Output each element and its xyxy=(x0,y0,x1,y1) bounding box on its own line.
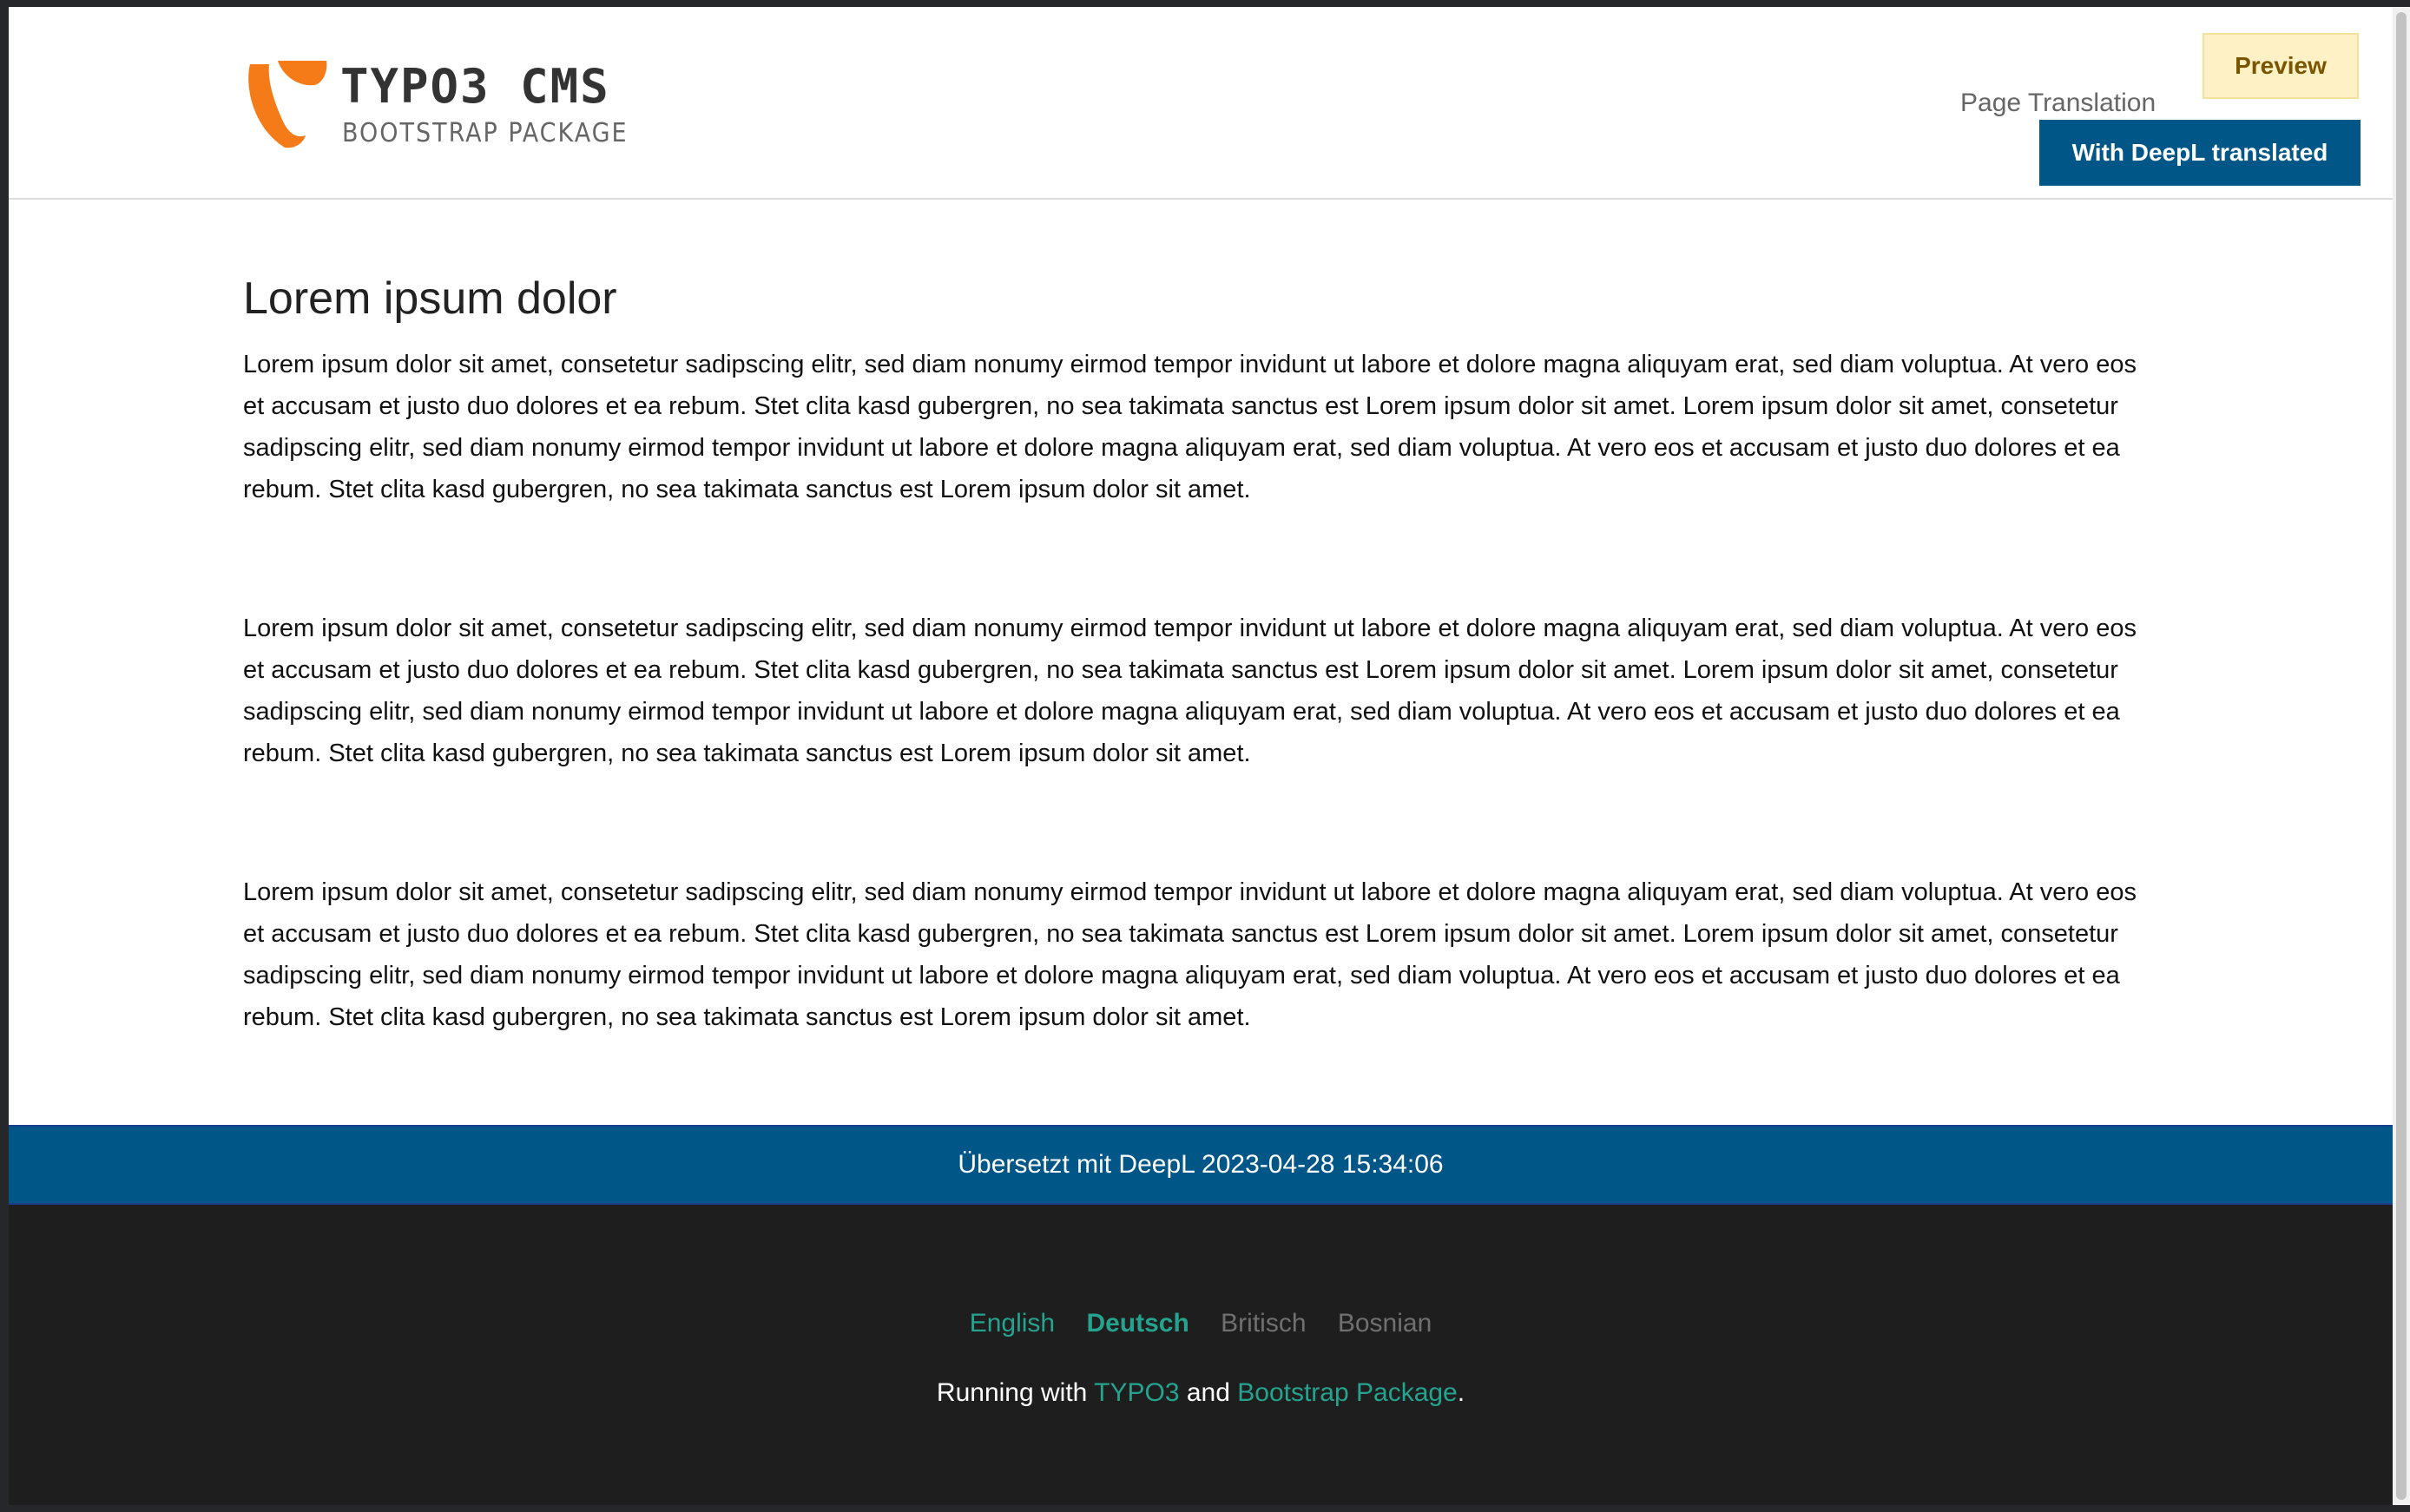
browser-viewport xyxy=(9,7,2393,1505)
site-footer xyxy=(9,1205,2393,1505)
vertical-scrollbar[interactable] xyxy=(2393,7,2410,1505)
scrollbar-thumb[interactable] xyxy=(2396,12,2407,1500)
logo-subtitle: BOOTSTRAP PACKAGE xyxy=(342,118,629,148)
credits-prefix: Running with xyxy=(936,1378,1095,1407)
language-item-britisch: Britisch xyxy=(1221,1309,1307,1338)
bootstrap-package-link[interactable]: Bootstrap Package xyxy=(1237,1378,1458,1407)
typo3-logo[interactable] xyxy=(243,59,629,154)
language-link-english[interactable]: English xyxy=(969,1309,1056,1338)
footer-credits xyxy=(9,1378,2393,1408)
typo3-link[interactable]: TYPO3 xyxy=(1094,1378,1180,1407)
site-header xyxy=(9,7,2393,200)
page-translation-label: Page Translation xyxy=(1960,89,2156,117)
translation-banner: Übersetzt mit DeepL 2023-04-28 15:34:06 xyxy=(9,1125,2393,1205)
typo3-logo-icon xyxy=(243,59,328,149)
logo-title: TYPO3 CMS xyxy=(340,59,610,114)
content-paragraph: Lorem ipsum dolor sit amet, consetetur sadipscing elitr, sed diam nonumy eirmod tempor invidunt ut labore et dolore magna aliquyam erat, sed diam voluptua. At vero eos et accusam et justo duo dolores et ea rebum. Stet clita kasd gubergren, no sea takimata sanctus est Lorem ipsum dolor sit amet. Lorem ipsum dolor sit amet, consetetur sadipscing elitr, sed diam nonumy eirmod tempor invidunt ut labore et dolore magna aliquyam erat, sed diam voluptua. At vero eos et accusam et justo duo dolores et ea rebum. Stet clita kasd gubergren, no sea takimata sanctus est Lorem ipsum dolor sit amet. xyxy=(243,351,2137,503)
content-paragraph: Lorem ipsum dolor sit amet, consetetur sadipscing elitr, sed diam nonumy eirmod tempor invidunt ut labore et dolore magna aliquyam erat, sed diam voluptua. At vero eos et accusam et justo duo dolores et ea rebum. Stet clita kasd gubergren, no sea takimata sanctus est Lorem ipsum dolor sit amet. Lorem ipsum dolor sit amet, consetetur sadipscing elitr, sed diam nonumy eirmod tempor invidunt ut labore et dolore magna aliquyam erat, sed diam voluptua. At vero eos et accusam et justo duo dolores et ea rebum. Stet clita kasd gubergren, no sea takimata sanctus est Lorem ipsum dolor sit amet. xyxy=(243,615,2137,767)
credits-suffix: . xyxy=(1457,1378,1465,1407)
deepl-translated-button[interactable]: With DeepL translated xyxy=(2039,120,2361,186)
language-menu xyxy=(9,1309,2393,1338)
page-heading: Lorem ipsum dolor xyxy=(243,273,617,324)
language-item-bosnian: Bosnian xyxy=(1337,1309,1432,1338)
content-paragraph: Lorem ipsum dolor sit amet, consetetur sadipscing elitr, sed diam nonumy eirmod tempor invidunt ut labore et dolore magna aliquyam erat, sed diam voluptua. At vero eos et accusam et justo duo dolores et ea rebum. Stet clita kasd gubergren, no sea takimata sanctus est Lorem ipsum dolor sit amet. Lorem ipsum dolor sit amet, consetetur sadipscing elitr, sed diam nonumy eirmod tempor invidunt ut labore et dolore magna aliquyam erat, sed diam voluptua. At vero eos et accusam et justo duo dolores et ea rebum. Stet clita kasd gubergren, no sea takimata sanctus est Lorem ipsum dolor sit amet. xyxy=(243,878,2137,1031)
preview-button[interactable]: Preview xyxy=(2203,33,2359,99)
credits-middle: and xyxy=(1179,1378,1238,1407)
language-link-deutsch[interactable]: Deutsch xyxy=(1086,1309,1189,1338)
main-content xyxy=(243,267,2162,1038)
